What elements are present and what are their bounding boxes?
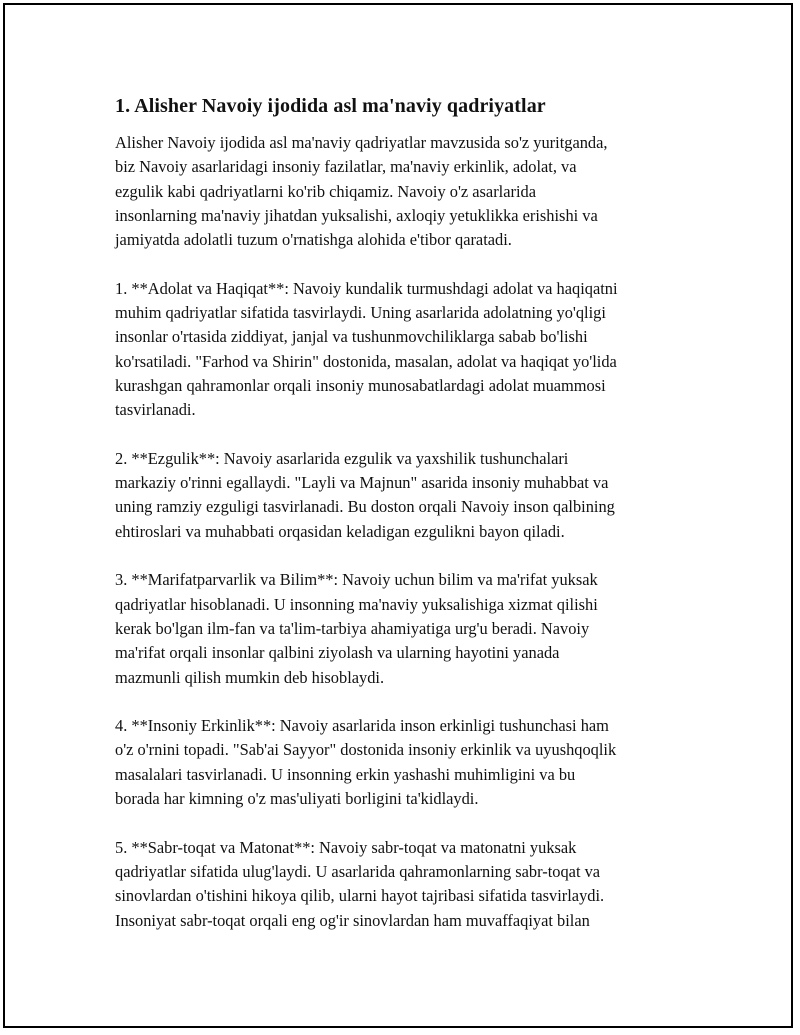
text-line: kerak bo'lgan ilm-fan va ta'lim-tarbiya ahamiyatiga urg'u beradi. Navoiy bbox=[115, 618, 590, 638]
paragraph-marifat bbox=[115, 568, 695, 689]
text-line: markaziy o'rinni egallaydi. "Layli va Majnun" asarida insoniy muhabbat va bbox=[115, 473, 609, 493]
text-line: 5. **Sabr-toqat va Matonat**: Navoiy sabr-toqat va matonatni yuksak bbox=[115, 837, 577, 857]
text-line: qadriyatlar hisoblanadi. U insonning ma'naviy yuksalishiga xizmat qilishi bbox=[115, 594, 598, 614]
text-line: 2. **Ezgulik**: Navoiy asarlarida ezgulik va yaxshilik tushunchalari bbox=[115, 448, 569, 468]
text-line: qadriyatlar sifatida ulug'laydi. U asarlarida qahramonlarning sabr-toqat va bbox=[115, 861, 601, 881]
text-line: jamiyatda adolatli tuzum o'rnatishga alohida e'tibor qaratadi. bbox=[115, 230, 512, 250]
paragraph-erkinlik bbox=[115, 714, 695, 811]
text-line: 4. **Insoniy Erkinlik**: Navoiy asarlarida inson erkinligi tushunchasi ham bbox=[115, 716, 609, 736]
text-line: ehtiroslari va muhabbati orqasidan keladigan ezgulikni bayon qiladi. bbox=[115, 521, 565, 541]
text-line: 1. **Adolat va Haqiqat**: Navoiy kundalik turmushdagi adolat va haqiqatni bbox=[115, 278, 618, 298]
text-line: borada har kimning o'z mas'uliyati borligini ta'kidlaydi. bbox=[115, 789, 479, 809]
text-line: o'z o'rnini topadi. "Sab'ai Sayyor" dostonida insoniy erkinlik va uyushqoqlik bbox=[115, 740, 617, 760]
text-line: Insoniyat sabr-toqat orqali eng og'ir sinovlardan ham muvaffaqiyat bilan bbox=[115, 910, 590, 930]
text-line: tasvirlanadi. bbox=[115, 400, 196, 420]
document-body bbox=[115, 93, 695, 957]
paragraph-ezgulik bbox=[115, 447, 695, 544]
text-line: sinovlardan o'tishini hikoya qilib, ularni hayot tajribasi sifatida tasvirlaydi. bbox=[115, 886, 605, 906]
text-line: ma'rifat orqali insonlar qalbini ziyolash va ularning hayotini yanada bbox=[115, 643, 560, 663]
text-line: mazmunli qilish mumkin deb hisoblaydi. bbox=[115, 667, 385, 687]
document-title: 1. Alisher Navoiy ijodida asl ma'naviy qadriyatlar bbox=[115, 95, 546, 117]
text-line: 3. **Marifatparvarlik va Bilim**: Navoiy uchun bilim va ma'rifat yuksak bbox=[115, 570, 598, 590]
text-line: biz Navoiy asarlaridagi insoniy fazilatlar, ma'naviy erkinlik, adolat, va bbox=[115, 157, 577, 177]
paragraph-adolat bbox=[115, 277, 695, 423]
text-line: Alisher Navoiy ijodida asl ma'naviy qadriyatlar mavzusida so'z yuritganda, bbox=[115, 133, 608, 152]
text-line: ezgulik kabi qadriyatlarni ko'rib chiqamiz. Navoiy o'z asarlarida bbox=[115, 181, 536, 201]
paragraph-sabr bbox=[115, 836, 695, 933]
text-line: masalalari tasvirlanadi. U insonning erkin yashashi muhimligini va bu bbox=[115, 764, 576, 784]
text-line: insonlar o'rtasida ziddiyat, janjal va tushunmovchiliklarga sabab bo'lishi bbox=[115, 327, 588, 347]
text-line: muhim qadriyatlar sifatida tasvirlaydi. Uning asarlarida adolatning yo'qligi bbox=[115, 303, 606, 323]
text-line: insonlarning ma'naviy jihatdan yuksalishi, axloqiy yetuklikka erishishi va bbox=[115, 205, 598, 225]
text-line: kurashgan qahramonlar orqali insoniy munosabatlardagi adolat muammosi bbox=[115, 375, 606, 395]
text-line: uning ramziy ezguligi tasvirlanadi. Bu doston orqali Navoiy inson qalbining bbox=[115, 497, 615, 517]
paragraph-intro bbox=[115, 131, 695, 252]
text-line: ko'rsatiladi. "Farhod va Shirin" dostonida, masalan, adolat va haqiqat yo'lida bbox=[115, 351, 617, 371]
